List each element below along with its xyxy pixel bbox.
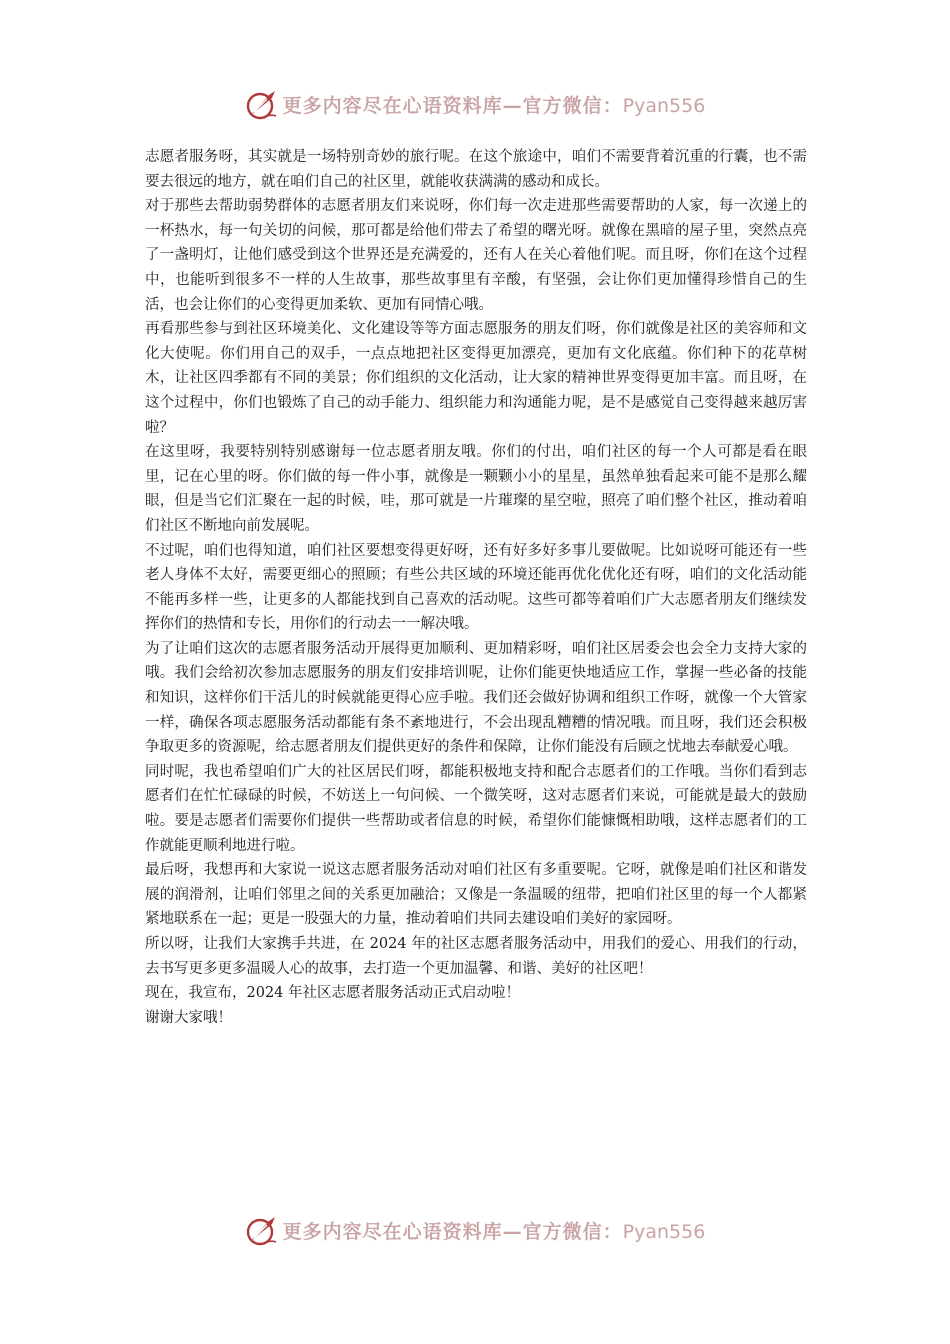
footer-banner-text (283, 1217, 706, 1244)
paragraph: 现在，我宣布，2024 年社区志愿者服务活动正式启动啦！ (145, 985, 521, 1002)
paragraph: 不过呢，咱们也得知道，咱们社区要想变得更好呀，还有好多好多事儿要做呢。比如说呀可能还有一些老人身体不太好，需要更细心的照顾；有些公共区域的环境还能再优化优化还有呀，咱们的文化活动能不能再多样一些，让更多的人都能找到自己喜欢的活动呢。这些可都等着咱们广大志愿者朋友们继续发挥你们的热情和专长，用你们的行动去一一解决哦。 (145, 542, 807, 633)
paragraph: 再看那些参与到社区环境美化、文化建设等等方面志愿服务的朋友们呀，你们就像是社区的美容师和文化大使呢。你们用自己的双手，一点点地把社区变得更加漂亮，更加有文化底蕴。你们种下的花草树木，让社区四季都有不同的美景；你们组织的文化活动，让大家的精神世界变得更加丰富。而且呀，在这个过程中，你们也锻炼了自己的动手能力、组织能力和沟通能力呢，是不是感觉自己变得越来越厉害啦？ (145, 321, 807, 436)
footer-banner-label: 更多内容尽在心语资料库—官方微信： (282, 1220, 623, 1243)
footer-banner-brand: Pyan556 (622, 1220, 706, 1243)
paragraph: 志愿者服务呀，其实就是一场特别奇妙的旅行呢。在这个旅途中，咱们不需要背着沉重的行囊，也不需要去很远的地方，就在咱们自己的社区里，就能收获满满的感动和成长。 (145, 149, 807, 190)
document-body (145, 145, 807, 1030)
footer-banner (0, 1210, 950, 1250)
paragraph: 在这里呀，我要特别特别感谢每一位志愿者朋友哦。你们的付出，咱们社区的每一个人可都是看在眼里，记在心里的呀。你们做的每一件小事，就像是一颗颗小小的星星，虽然单独看起来可能不是那么耀眼，但是当它们汇聚在一起的时候，哇，那可就是一片璀璨的星空啦，照亮了咱们整个社区，推动着咱们社区不断地向前发展呢。 (145, 444, 807, 534)
header-banner-text (283, 91, 706, 118)
header-banner (0, 84, 950, 124)
header-banner-label: 更多内容尽在心语资料库—官方微信： (282, 94, 623, 117)
paragraph: 为了让咱们这次的志愿者服务活动开展得更加顺利、更加精彩呀，咱们社区居委会也会全力支持大家的哦。我们会给初次参加志愿服务的朋友们安排培训呢，让你们能更快地适应工作，掌握一些必备的技能和知识，这样你们干活儿的时候就能更得心应手啦。我们还会做好协调和组织工作呀，就像一个大管家一样，确保各项志愿服务活动都能有条不紊地进行，不会出现乱糟糟的情况哦。而且呀，我们还会积极争取更多的资源呢，给志愿者朋友们提供更好的条件和保障，让你们能没有后顾之忧地去奉献爱心哦。 (145, 640, 807, 756)
paragraph: 同时呢，我也希望咱们广大的社区居民们呀，都能积极地支持和配合志愿者们的工作哦。当你们看到志愿者们在忙忙碌碌的时候，不妨送上一句问候、一个微笑呀，这对志愿者们来说，可能就是最大的鼓励啦。要是志愿者们需要你们提供一些帮助或者信息的时候，希望你们能慷慨相助哦，这样志愿者们的工作就能更顺利地进行啦。 (145, 763, 807, 854)
paragraph: 最后呀，我想再和大家说一说这志愿者服务活动对咱们社区有多重要呢。它呀，就像是咱们社区和谐发展的润滑剂，让咱们邻里之间的关系更加融洽；又像是一条温暖的纽带，把咱们社区里的每一个人都紧紧地联系在一起；更是一股强大的力量，推动着咱们共同去建设咱们美好的家园呀。 (145, 862, 807, 928)
header-banner-brand: Pyan556 (622, 94, 706, 117)
quill-pen-logo-icon (245, 1213, 279, 1247)
quill-pen-logo-icon (245, 87, 279, 121)
closing-line: 谢谢大家哦！ (145, 1009, 232, 1026)
paragraph: 所以呀，让我们大家携手共进，在 2024 年的社区志愿者服务活动中，用我们的爱心、用我们的行动，去书写更多更多温暖人心的故事，去打造一个更加温馨、和谐、美好的社区吧！ (145, 936, 807, 977)
paragraph: 对于那些去帮助弱势群体的志愿者朋友们来说呀，你们每一次走进那些需要帮助的人家，每一次递上的一杯热水，每一句关切的问候，那可都是给他们带去了希望的曙光呀。就像在黑暗的屋子里，突然点亮了一盏明灯，让他们感受到这个世界还是充满爱的，还有人在关心着他们呢。而且呀，你们在这个过程中，也能听到很多不一样的人生故事，那些故事里有辛酸，有坚强，会让你们更加懂得珍惜自己的生活，也会让你们的心变得更加柔软、更加有同情心哦。 (145, 198, 807, 313)
